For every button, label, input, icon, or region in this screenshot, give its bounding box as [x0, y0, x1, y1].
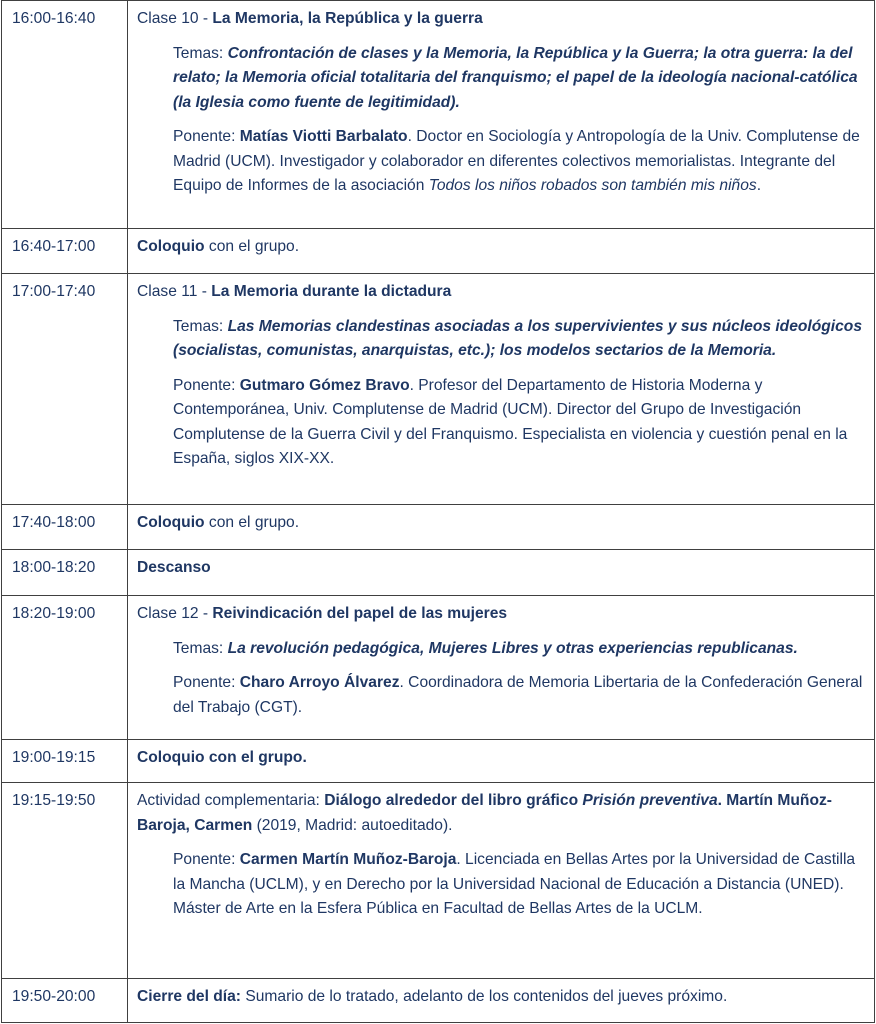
- activity-title: Diálogo alrededor del libro gráfico: [324, 792, 583, 809]
- ponente-label: Ponente:: [173, 128, 240, 145]
- class-title: La Memoria durante la dictadura: [211, 283, 452, 300]
- session-text: con el grupo.: [204, 514, 300, 531]
- ponente-name: Carmen Martín Muñoz-Baroja: [239, 851, 457, 868]
- time-cell: 19:50-20:00: [2, 979, 128, 1023]
- ponente: [173, 848, 866, 922]
- temas-text: Confrontación de clases y la Memoria, la República y la Guerra; la otra guerra: la del relato; la Memoria oficial totalitaria del franquismo; el papel de la ideología nacional-católica (la Iglesia como fuente de legitimidad).: [173, 44, 858, 111]
- ponente-name: Gutmaro Gómez Bravo: [239, 376, 410, 394]
- session-cell: [128, 550, 875, 596]
- temas-label: Temas:: [173, 317, 228, 335]
- session-cell: [128, 740, 875, 783]
- activity-heading: [137, 789, 866, 838]
- ponente-label: Ponente:: [173, 674, 240, 691]
- book-title: Prisión preventiva: [582, 792, 718, 809]
- class-heading: [137, 602, 866, 627]
- time-cell: 19:00-19:15: [2, 740, 128, 783]
- table-row: [2, 783, 875, 979]
- class-title: Reivindicación del papel de las mujeres: [212, 605, 508, 622]
- table-row: [2, 979, 875, 1023]
- class-number: Clase 11 -: [137, 283, 212, 300]
- table-row: [2, 740, 875, 783]
- table-row: [2, 229, 875, 274]
- session-cell: [128, 783, 875, 979]
- table-row: [2, 505, 875, 550]
- ponente: [173, 374, 866, 472]
- temas-label: Temas:: [173, 639, 228, 657]
- class-number: Clase 10 -: [137, 10, 213, 27]
- table-row: [2, 1, 875, 229]
- session-cell: [128, 979, 875, 1023]
- book-author: . Martín Muñoz-Baroja, Carmen: [137, 792, 832, 834]
- temas-label: Temas:: [173, 44, 228, 62]
- ponente-desc: . Licenciada en Bellas Artes por la Universidad de Castilla la Mancha (UCLM), y en Derecho por la Universidad Nacional de Educación a Distancia (UNED). Máster de Arte en la Esfera Pública en Facultad de Bellas Artes de la UCLM.: [173, 851, 856, 917]
- session-bold: Coloquio: [137, 514, 205, 531]
- ponente-desc: . Coordinadora de Memoria Libertaria de la Confederación General del Trabajo (CGT).: [173, 674, 863, 716]
- session-bold: Coloquio: [137, 238, 205, 255]
- temas: [173, 637, 866, 662]
- time-cell: 17:00-17:40: [2, 274, 128, 505]
- ponente-italic: Todos los niños robados son también mis niños: [428, 177, 757, 194]
- ponente-label: Ponente:: [173, 851, 240, 868]
- ponente: [173, 671, 866, 720]
- ponente: [173, 125, 866, 199]
- class-title: La Memoria, la República y la guerra: [212, 10, 483, 27]
- ponente-name: Charo Arroyo Álvarez: [239, 674, 400, 691]
- book-info: (2019, Madrid: autoeditado).: [252, 816, 453, 834]
- ponente-name: Matías Viotti Barbalato: [239, 128, 408, 145]
- time-cell: 16:00-16:40: [2, 1, 128, 229]
- session-bold: Cierre del día:: [137, 988, 241, 1005]
- class-heading: [137, 280, 866, 305]
- ponente-end: .: [756, 177, 762, 194]
- session-bold: Descanso: [137, 559, 211, 576]
- session-bold: Coloquio con el grupo.: [137, 749, 307, 766]
- time-cell: 19:15-19:50: [2, 783, 128, 979]
- session-cell: [128, 229, 875, 274]
- ponente-desc: . Doctor en Sociología y Antropología de la Univ. Complutense de Madrid (UCM). Investigador y colaborador en diferentes colectivos memorialistas. Integrante del Equipo de Informes de la asociación: [173, 128, 860, 194]
- activity-label: Actividad complementaria:: [137, 792, 325, 809]
- session-cell: [128, 505, 875, 550]
- session-cell: [128, 596, 875, 740]
- class-number: Clase 12 -: [137, 605, 213, 622]
- session-cell: [128, 274, 875, 505]
- session-text: con el grupo.: [204, 238, 300, 255]
- ponente-label: Ponente:: [173, 376, 240, 394]
- session-text: Sumario de lo tratado, adelanto de los contenidos del jueves próximo.: [241, 988, 728, 1005]
- time-cell: 16:40-17:00: [2, 229, 128, 274]
- table-row: [2, 274, 875, 505]
- time-cell: 18:20-19:00: [2, 596, 128, 740]
- temas: [173, 42, 866, 116]
- time-cell: 18:00-18:20: [2, 550, 128, 596]
- time-cell: 17:40-18:00: [2, 505, 128, 550]
- class-heading: [137, 7, 866, 32]
- temas-text: Las Memorias clandestinas asociadas a los supervivientes y sus núcleos ideológicos (socialistas, comunistas, anarquistas, etc.); los modelos sectarios de la Memoria.: [173, 317, 862, 359]
- session-cell: [128, 1, 875, 229]
- ponente-desc: . Profesor del Departamento de Historia Moderna y Contemporánea, Univ. Complutense de Madrid (UCM). Director del Grupo de Investigación Complutense de la Guerra Civil y del Franquismo. Especialista en violencia y cuestión penal en la España, siglos XIX-XX.: [173, 376, 848, 467]
- table-row: [2, 596, 875, 740]
- temas: [173, 315, 866, 364]
- schedule-table: [1, 0, 875, 1023]
- temas-text: La revolución pedagógica, Mujeres Libres y otras experiencias republicanas.: [227, 639, 798, 657]
- table-row: [2, 550, 875, 596]
